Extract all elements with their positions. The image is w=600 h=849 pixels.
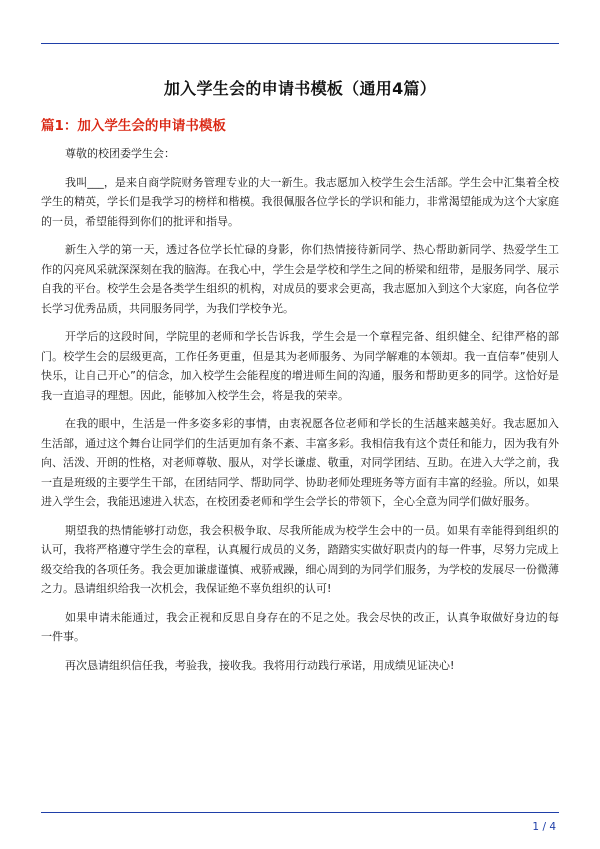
greeting: 尊敬的校团委学生会： [65,147,175,160]
document-body [41,144,559,684]
header-rule [41,43,559,44]
footer-rule [41,812,559,813]
section-heading: 篇1：加入学生会的申请书模板 [41,118,226,134]
paragraph-2: 新生入学的第一天，透过各位学长忙碌的身影，你们热情接待新同学、热心帮助新同学、热爱学生工作的闪亮风采就深深刻在我的脑海。在我心中，学生会是学校和学生之间的桥梁和纽带，是服务同学、展示自我的平台。校学生会是各类学生组织的机构，对成员的要求会更高，我志愿加入到这个大家庭，向各位学长学习优秀品质，共同服务同学，为我们学校争光。 [41,243,559,315]
paragraph-4: 在我的眼中，生活是一件多姿多彩的事情，由衷祝愿各位老师和学长的生活越来越美好。我志愿加入生活部，通过这个舞台让同学们的生活更加有条不紊、丰富多彩。我相信我有这个责任和能力，因为我有外向、活泼、开朗的性格，对老师尊敬、服从，对学长谦虚、敬重，对同学团结、互助。在进入大学之前，我一直是班级的主要学生干部，在团结同学、帮助同学、协助老师处理班务等方面有丰富的经验。所以，如果进入学生会，我能迅速进入状态，在校团委老师和学生会学长的带领下，全心全意为同学们做好服务。 [41,417,559,508]
page-number: 1 / 4 [532,821,556,833]
paragraph-3: 开学后的这段时间，学院里的老师和学长告诉我，学生会是一个章程完备、组织健全、纪律严格的部门。校学生会的层级更高，工作任务更重，但是其为老师服务、为同学解难的本领却。我一直信奉”使别人快乐，让自己开心”的信念，加入校学生会能程度的增进师生间的沟通，服务和帮助更多的同学。这恰好是我一直追寻的理想。因此，能够加入校学生会，将是我的荣幸。 [41,330,559,402]
paragraph-5: 期望我的热情能够打动您，我会积极争取、尽我所能成为校学生会中的一员。如果有幸能得到组织的认可，我将严格遵守学生会的章程，认真履行成员的义务，踏踏实实做好职责内的每一件事，尽努力完成上级交给我的各项任务。我会更加谦虚谨慎、戒骄戒躁，细心周到的为同学们服务，为学校的发展尽一份微薄之力。恳请组织给我一次机会，我保证绝不辜负组织的认可! [41,523,559,595]
paragraph-7: 再次恳请组织信任我，考验我，接收我。我将用行动践行承诺，用成绩见证决心! [65,658,455,672]
paragraph-6: 如果申请未能通过，我会正视和反思自身存在的不足之处。我会尽快的改正，认真争取做好身边的每一件事。 [41,610,559,643]
document-title: 加入学生会的申请书模板（通用4篇） [163,79,437,98]
paragraph-1: 我叫___，是来自商学院财务管理专业的大一新生。我志愿加入校学生会生活部。学生会中汇集着全校学生的精英，学长们是我学习的榜样和楷模。我很佩服各位学长的学识和能力，非常渴望能成为这个大家庭的一员，希望能得到你们的批评和指导。 [41,175,559,228]
